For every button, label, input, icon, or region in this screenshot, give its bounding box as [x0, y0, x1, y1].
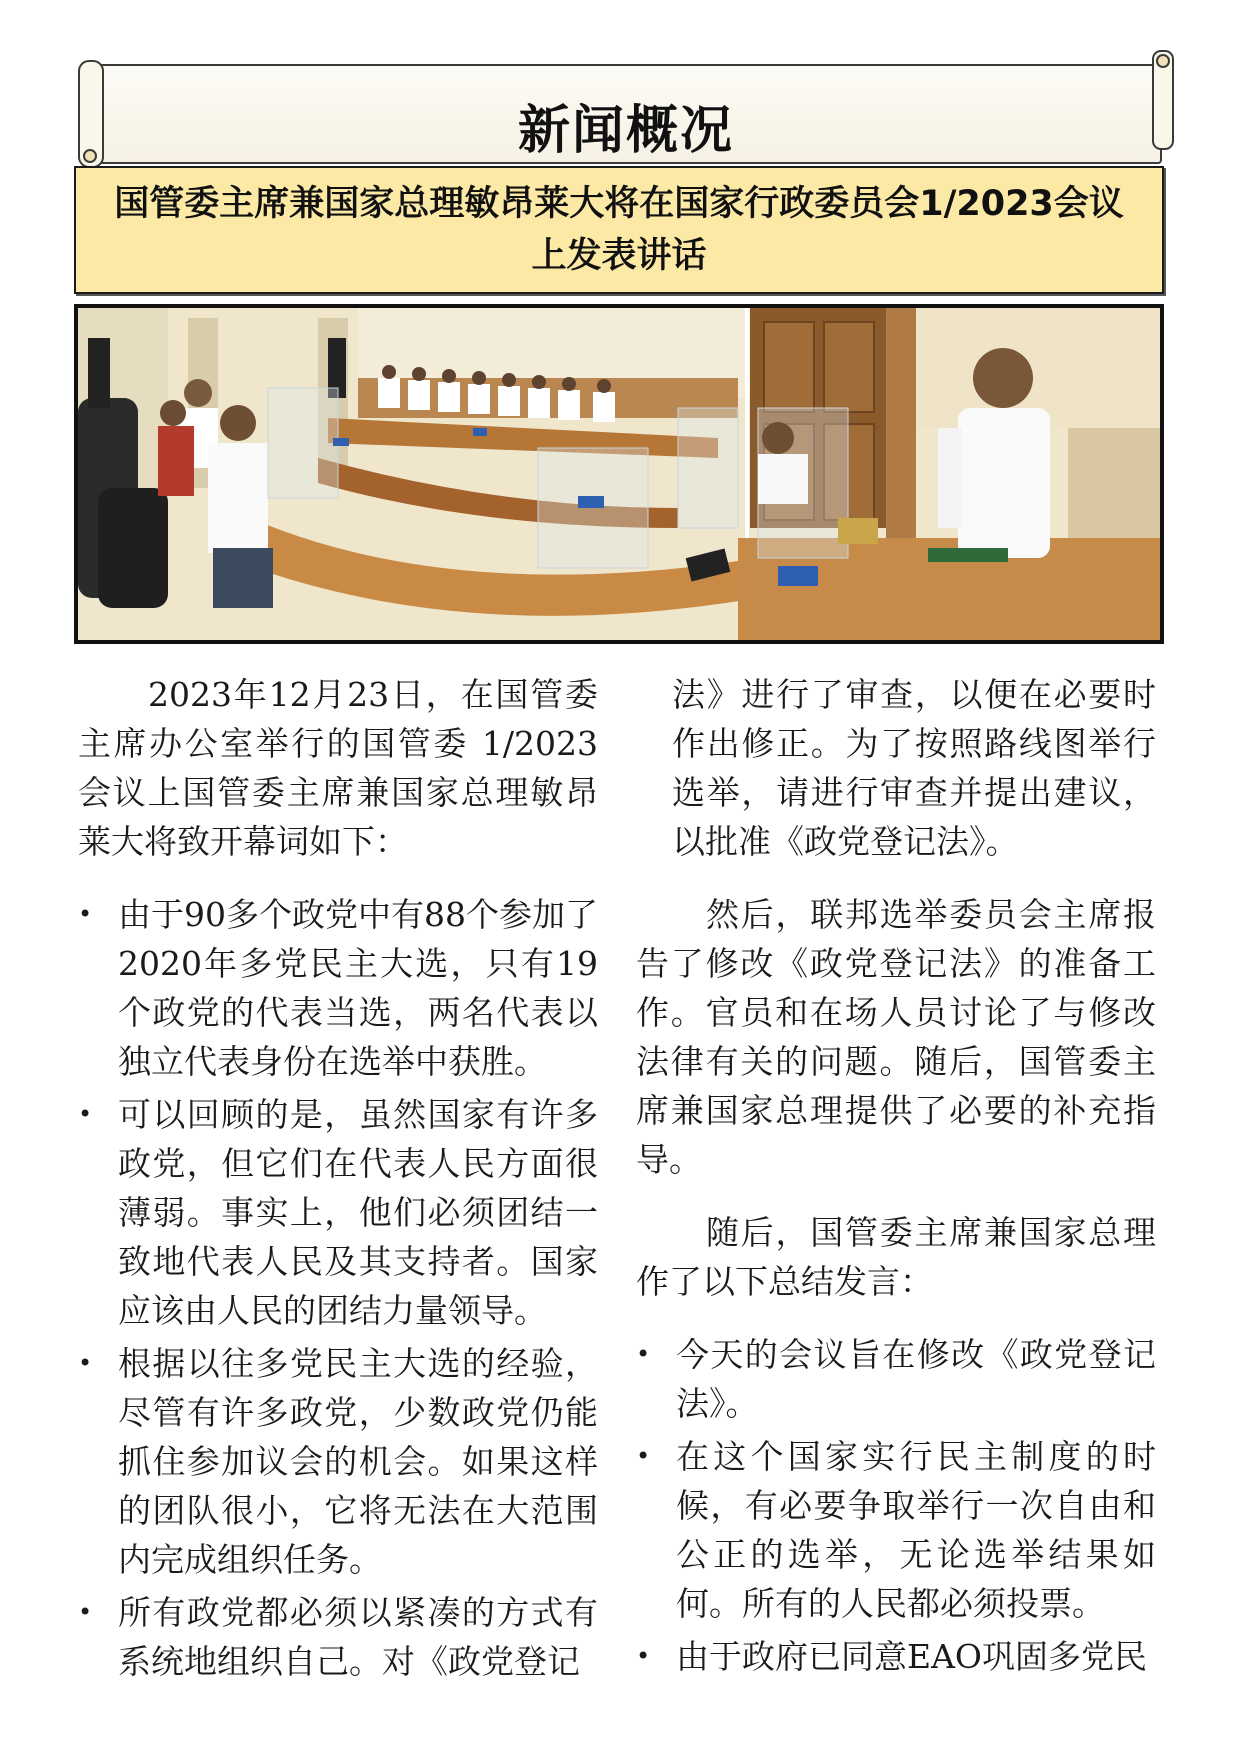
- intro-paragraph: 2023年12月23日，在国管委主席办公室举行的国管委 1/2023会议上国管委主席兼国家总理敏昂莱大将致开幕词如下：: [78, 675, 598, 861]
- closing-bullets: [636, 1330, 1156, 1681]
- right-column: [636, 670, 1156, 1685]
- commission-report-paragraph: 然后，联邦选举委员会主席报告了修改《政党登记法》的准备工作。官员和在场人员讨论了与修改法律有关的问题。随后，国管委主席兼国家总理提供了必要的补充指导。: [636, 895, 1156, 1179]
- headline-line-2: 上发表讲话: [531, 236, 707, 276]
- left-column: [78, 670, 598, 1690]
- list-item: • 可以回顾的是，虽然国家有许多政党，但它们在代表人民方面很薄弱。事实上，他们必须团结一致地代表人民及其支持者。国家应该由人民的团结力量领导。: [78, 1090, 598, 1335]
- list-item: • 由于90多个政党中有88个参加了2020年多党民主大选，只有19个政党的代表当选，两名代表以独立代表身份在选举中获胜。: [78, 890, 598, 1086]
- list-item: • 今天的会议旨在修改《政党登记法》。: [636, 1330, 1156, 1428]
- headline-box: [74, 166, 1164, 294]
- list-item: • 所有政党都必须以紧凑的方式有系统地组织自己。对《政党登记: [78, 1588, 598, 1686]
- list-item: • 在这个国家实行民主制度的时候，有必要争取举行一次自由和公正的选举，无论选举结果如何。所有的人民都必须投票。: [636, 1432, 1156, 1628]
- title-banner: [78, 60, 1174, 164]
- list-item: • 根据以往多党民主大选的经验，尽管有许多政党，少数政党仍能抓住参加议会的机会。如果这样的团队很小，它将无法在大范围内完成组织任务。: [78, 1339, 598, 1584]
- headline-line-1: 国管委主席兼国家总理敏昂莱大将在国家行政委员会1/2023会议: [114, 184, 1124, 224]
- continued-paragraph: 法》进行了审查，以便在必要时作出修正。为了按照路线图举行选举，请进行审查并提出建议，以批准《政党登记法》。: [672, 675, 1156, 861]
- meeting-photo-illustration: [78, 308, 1160, 640]
- page-title: 新闻概况: [517, 100, 734, 161]
- list-item: • 由于政府已同意EAO巩固多党民: [636, 1632, 1156, 1681]
- meeting-photo: [74, 304, 1164, 644]
- summary-intro-paragraph: 随后，国管委主席兼国家总理作了以下总结发言：: [636, 1213, 1156, 1301]
- opening-bullets: [78, 890, 598, 1686]
